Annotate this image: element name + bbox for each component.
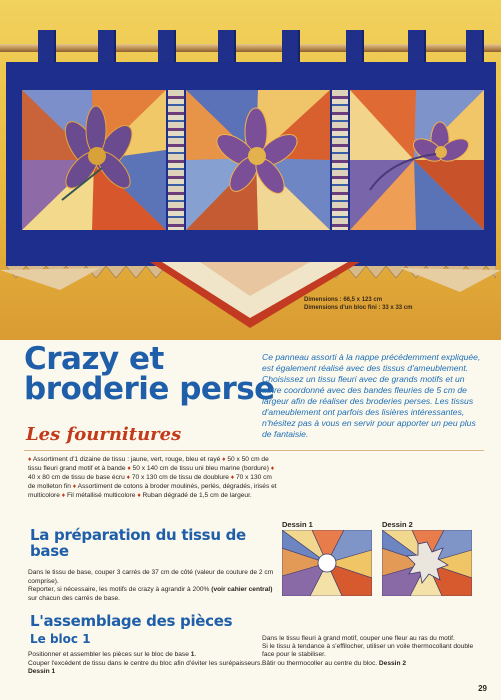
- list-item: 50 x 50 cm de tissu fleuri grand motif et à bande: [28, 456, 269, 472]
- list-item: 70 x 130 cm de molleton fin: [28, 473, 272, 490]
- assemblage-heading: L'assemblage des pièces: [30, 612, 233, 630]
- bloc-paragraph-2: [28, 660, 282, 677]
- list-item: 70 x 130 cm de tissu de doublure: [131, 473, 229, 481]
- text-run: .: [194, 651, 197, 658]
- block-dimensions-label: Dimensions d'un bloc fini : 33 x 33 cm: [304, 305, 413, 311]
- intro-text: Ce panneau assorti à la nappe précédemment expliquée, est également réalisé avec des tissus d'ameublement. Choisissez un tissu fleuri avec de grands motifs et un autre coordonné avec des bandes fleuries de 5 cm de largeur afin de réaliser des broderies perses. Les tissus d'ameublement ont parfois des lisières intéressantes, n'hésitez pas à vous en servir pour apporter un peu plus de fantaisie.: [262, 352, 481, 439]
- flowered-band: [332, 90, 348, 230]
- crazy-block-1: [22, 90, 166, 230]
- bullet-icon: ♦: [230, 473, 236, 481]
- dimensions-label: Dimensions : 66,5 x 123 cm: [304, 297, 383, 303]
- article-title: [24, 341, 275, 407]
- tablecloth-point: [0, 262, 501, 340]
- preparation-paragraph-1: Dans le tissu de base, couper 3 carrés de 37 cm de côté (valeur de couture de 2 cm comprise).: [28, 569, 274, 585]
- bloc-1-heading: Le bloc 1: [30, 632, 91, 646]
- photo-caption: [304, 296, 412, 312]
- divider: [24, 450, 484, 451]
- reference-bold: (voir cahier central): [211, 586, 273, 594]
- text-run: Positionner et assembler les pièces sur le bloc de base: [28, 651, 191, 658]
- flowered-band: [168, 90, 184, 230]
- list-item: Ruban dégradé de 1,5 cm de largeur.: [142, 491, 252, 499]
- dessin-2-diagram: [382, 530, 472, 596]
- bullet-icon: ♦: [72, 482, 78, 490]
- bullet-icon: ♦: [137, 491, 143, 499]
- bullet-icon: ♦: [270, 464, 275, 472]
- quilt-panel: [6, 62, 496, 262]
- crazy-block-2: [186, 90, 330, 230]
- list-item: 40 x 80 cm de tissu de base écru: [28, 473, 125, 481]
- preparation-paragraph-2: [28, 586, 282, 603]
- title-line-2: broderie perse: [24, 371, 275, 407]
- preparation-heading: La préparation du tissu de base: [30, 526, 246, 560]
- list-item: Fil métallisé multicolore: [66, 491, 136, 499]
- bullet-icon: ♦: [222, 456, 228, 463]
- preparation-text: [28, 569, 282, 603]
- reference-bold: 1: [190, 651, 195, 658]
- instruction-3: [262, 660, 486, 668]
- fournitures-list: [28, 456, 280, 501]
- bloc-paragraph-1: [28, 651, 282, 660]
- bullet-icon: ♦: [127, 464, 133, 472]
- instruction-1: Dans le tissu fleuri à grand motif, couper une fleur au ras du motif.: [262, 635, 455, 642]
- page-number: 29: [478, 684, 487, 693]
- crazy-block-3: [350, 90, 484, 230]
- fournitures-heading: Les fournitures: [26, 424, 182, 445]
- title-line-1: Crazy et: [24, 341, 164, 377]
- text-run: Reporter, si nécessaire, les motifs de crazy à agrandir à 200%: [28, 586, 212, 594]
- text-run: Bâtir ou thermocoller au centre du bloc.: [262, 659, 379, 667]
- list-item: Assortiment d'1 dizaine de tissu : jaune, vert, rouge, bleu et rayé: [32, 456, 221, 463]
- bullet-icon: ♦: [126, 473, 132, 481]
- reference-bold: Dessin 1: [28, 668, 56, 676]
- text-run: Couper l'excédent de tissu dans le centre du bloc afin d'éviter les surépaisseurs.: [28, 659, 263, 667]
- bullet-icon: ♦: [61, 491, 67, 499]
- dessin-1-label: Dessin 1: [282, 520, 313, 529]
- dessin-1-diagram: [282, 530, 372, 596]
- bullet-icon: ♦: [28, 456, 33, 463]
- dessins-instructions: [262, 635, 486, 668]
- dessin-2-label: Dessin 2: [382, 520, 413, 529]
- list-item: Assortiment de cotons à broder moulinés, perlés, dégradés, irisés et multicolore: [28, 482, 277, 499]
- instruction-2: Si le tissu à tendance à s'effilocher, utiliser un voile thermocollant double face pour le stabiliser.: [262, 643, 474, 659]
- reference-bold: Dessin 2: [378, 659, 407, 667]
- text-run: sur chacun des carrés de base.: [28, 594, 120, 602]
- list-item: 50 x 140 cm de tissu uni bleu marine (bordure): [132, 464, 269, 472]
- bloc-1-text: [28, 651, 282, 677]
- quilt-photo: [0, 0, 501, 340]
